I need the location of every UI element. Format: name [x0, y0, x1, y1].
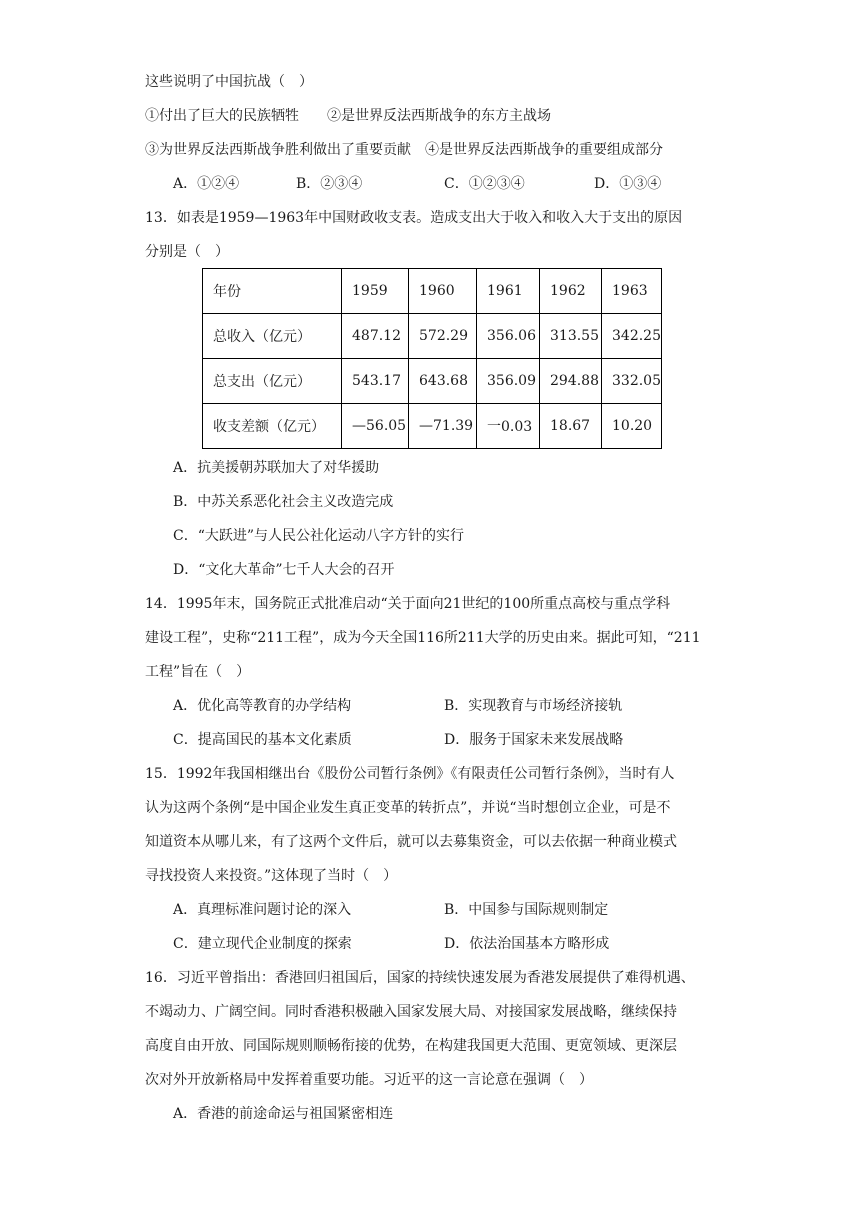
q16-stem-line: 次对外开放新格局中发挥着重要功能。习近平的这一言论意在强调（ ）: [145, 1072, 593, 1088]
table-cell: 年份: [203, 269, 342, 314]
table-cell: 643.68: [409, 359, 477, 404]
q16-stem-line: 16．习近平曾指出：香港回归祖国后，国家的持续快速发展为香港发展提供了难得机遇、: [145, 970, 695, 986]
q12-statement-line: ③为世界反法西斯战争胜利做出了重要贡献 ④是世界反法西斯战争的重要组成部分: [145, 142, 663, 158]
q15-stem-line: 知道资本从哪儿来，有了这两个文件后，就可以去募集资金，可以去依据一种商业模式: [145, 834, 677, 850]
q12-option-b[interactable]: B．②③④: [296, 176, 363, 192]
table-cell: 10.20: [602, 404, 662, 449]
table-cell: 356.06: [477, 314, 540, 359]
q13-option-d[interactable]: D．“文化大革命”七千人大会的召开: [173, 562, 395, 578]
table-cell: 收支差额（亿元）: [203, 404, 342, 449]
table-header-row: [203, 269, 662, 314]
q15-stem-line: 15．1992年我国相继出台《股份公司暂行条例》《有限责任公司暂行条例》，当时有人: [145, 766, 675, 782]
q13-option-b[interactable]: B．中苏关系恶化社会主义改造完成: [173, 494, 394, 510]
q13-option-c[interactable]: C．“大跃进”与人民公社化运动八字方针的实行: [173, 528, 465, 544]
q14-option-d[interactable]: D．服务于国家未来发展战略: [444, 732, 624, 748]
table-cell: 313.55: [540, 314, 602, 359]
q16-stem-line: 高度自由开放、同国际规则顺畅衔接的优势，在构建我国更大范围、更宽领域、更深层: [145, 1038, 677, 1054]
q12-option-d[interactable]: D．①③④: [594, 176, 662, 192]
q12-stem-line: 这些说明了中国抗战（ ）: [145, 74, 313, 90]
table-cell: 一0.03: [477, 404, 540, 449]
q13-option-a[interactable]: A．抗美援朝苏联加大了对华援助: [173, 460, 380, 476]
table-cell: 356.09: [477, 359, 540, 404]
table-cell: —71.39: [409, 404, 477, 449]
q14-stem-line: 建设工程”，史称“211工程”，成为今天全国116所211大学的历史由来。据此可知，“211: [145, 630, 701, 646]
q13-stem-line: 13．如表是1959—1963年中国财政收支表。造成支出大于收入和收入大于支出的原因: [145, 210, 683, 226]
table-cell: 1962: [540, 269, 602, 314]
table-cell: 总收入（亿元）: [203, 314, 342, 359]
q13-stem-line: 分别是（ ）: [145, 244, 229, 260]
q12-statement-line: ①付出了巨大的民族牺牲 ②是世界反法西斯战争的东方主战场: [145, 108, 551, 124]
q15-option-d[interactable]: D．依法治国基本方略形成: [444, 936, 610, 952]
table-cell: 1961: [477, 269, 540, 314]
table-cell: 543.17: [342, 359, 409, 404]
q15-option-c[interactable]: C．建立现代企业制度的探索: [173, 936, 352, 952]
table-cell: 1959: [342, 269, 409, 314]
q15-stem-line: 认为这两个条例“是中国企业发生真正变革的转折点”，并说“当时想创立企业，可是不: [145, 800, 671, 816]
q14-option-c[interactable]: C．提高国民的基本文化素质: [173, 732, 352, 748]
q14-stem-line: 工程”旨在（ ）: [145, 664, 251, 680]
q15-option-b[interactable]: B．中国参与国际规则制定: [444, 902, 609, 918]
q15-stem-line: 寻找投资人来投资。”这体现了当时（ ）: [145, 868, 398, 884]
table-cell: 487.12: [342, 314, 409, 359]
table-cell: 332.05: [602, 359, 662, 404]
table-cell: —56.05: [342, 404, 409, 449]
table-row: [203, 404, 662, 449]
q16-stem-line: 不竭动力、广阔空间。同时香港积极融入国家发展大局、对接国家发展战略，继续保持: [145, 1004, 677, 1020]
table-cell: 1960: [409, 269, 477, 314]
table-cell: 572.29: [409, 314, 477, 359]
q14-option-a[interactable]: A．优化高等教育的办学结构: [173, 698, 352, 714]
table-row: [203, 314, 662, 359]
q14-stem-line: 14．1995年末，国务院正式批准启动“关于面向21世纪的100所重点高校与重点学科: [145, 596, 671, 612]
table-cell: 342.25: [602, 314, 662, 359]
q12-option-a[interactable]: A．①②④: [173, 176, 240, 192]
table-row: [203, 359, 662, 404]
q14-option-b[interactable]: B．实现教育与市场经济接轨: [444, 698, 623, 714]
table-cell: 总支出（亿元）: [203, 359, 342, 404]
q12-option-c[interactable]: C．①②③④: [444, 176, 525, 192]
q15-option-a[interactable]: A．真理标准问题讨论的深入: [173, 902, 352, 918]
q16-option-a[interactable]: A．香港的前途命运与祖国紧密相连: [173, 1106, 394, 1122]
table-cell: 294.88: [540, 359, 602, 404]
table-cell: 1963: [602, 269, 662, 314]
finance-table: [202, 268, 662, 449]
table-cell: 18.67: [540, 404, 602, 449]
